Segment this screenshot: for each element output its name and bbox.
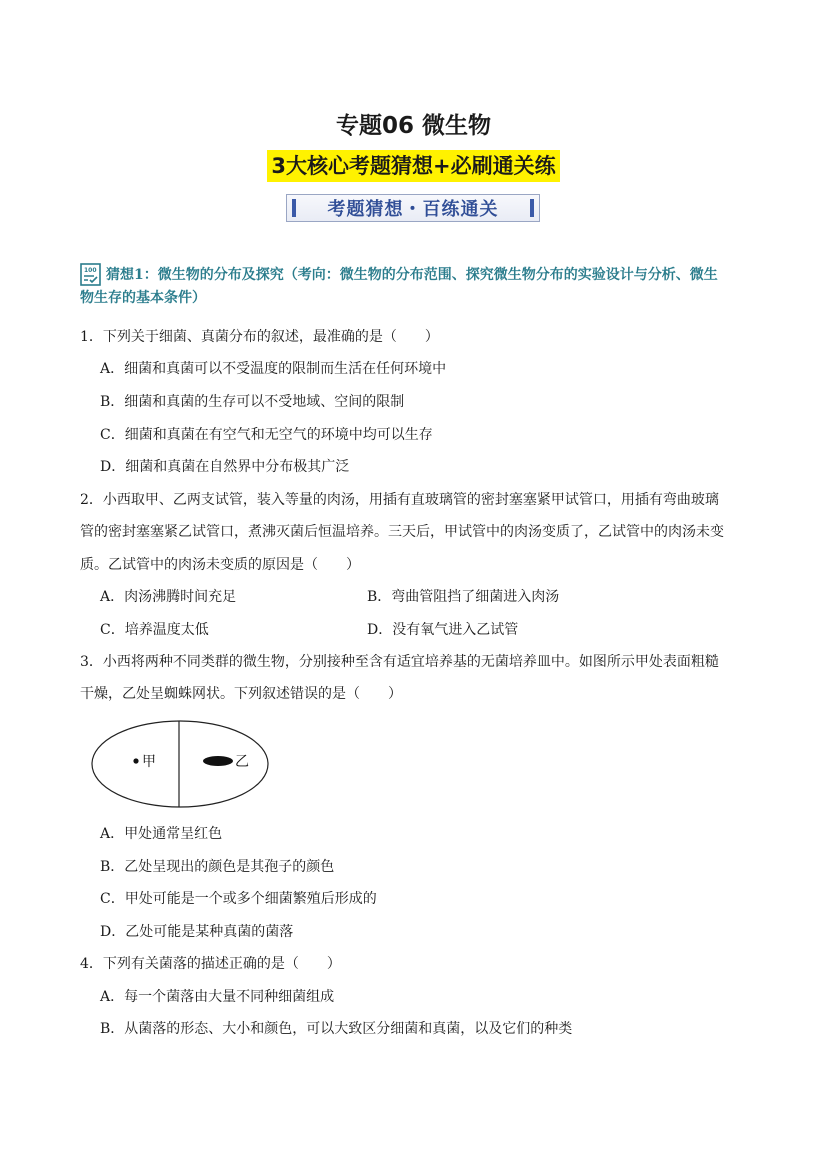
q2-option-a: A．肉汤沸腾时间充足 <box>100 589 237 605</box>
guess-heading <box>80 264 760 310</box>
q2-stem-line1: 2．小西取甲、乙两支试管，装入等量的肉汤，用插有直玻璃管的密封塞塞紧甲试管口，用插有弯曲玻璃 <box>80 492 719 508</box>
q1-option-b: B．细菌和真菌的生存可以不受地域、空间的限制 <box>100 394 405 410</box>
banner-label: 考题猜想・百练通关 <box>327 199 499 220</box>
label-jia: 甲 <box>142 754 156 770</box>
q4-option-b: B．从菌落的形态、大小和颜色，可以大致区分细菌和真菌，以及它们的种类 <box>100 1021 573 1037</box>
guess-heading-line1: 猜想1：微生物的分布及探究（考向：微生物的分布范围、探究微生物分布的实验设计与分析、微生 <box>106 267 718 283</box>
q4-option-a: A．每一个菌落由大量不同种细菌组成 <box>100 989 335 1005</box>
svg-text:100: 100 <box>84 267 97 274</box>
label-yi: 乙 <box>235 754 249 770</box>
colony-jia <box>133 758 138 763</box>
document-title: 专题06 微生物 <box>335 113 491 139</box>
q3-stem-line1: 3．小西将两种不同类群的微生物，分别接种至含有适宜培养基的无菌培养皿中。如图所示甲处表面粗糙 <box>80 654 719 670</box>
q2-option-c: C．培养温度太低 <box>100 622 209 638</box>
guess-heading-line2: 物生存的基本条件） <box>80 290 206 306</box>
q1-option-d: D．细菌和真菌在自然界中分布极其广泛 <box>100 459 350 475</box>
petri-dish-diagram <box>90 718 272 810</box>
q1-option-a: A．细菌和真菌可以不受温度的限制而生活在任何环境中 <box>100 361 447 377</box>
q3-option-c: C．甲处可能是一个或多个细菌繁殖后形成的 <box>100 891 377 907</box>
q3-option-d: D．乙处可能是某种真菌的菌落 <box>100 924 294 940</box>
q3-option-a: A．甲处通常呈红色 <box>100 826 223 842</box>
q1-option-c: C．细菌和真菌在有空气和无空气的环境中均可以生存 <box>100 427 433 443</box>
q2-stem-line2: 管的密封塞塞紧乙试管口，煮沸灭菌后恒温培养。三天后，甲试管中的肉汤变质了，乙试管中的肉汤未变 <box>80 524 724 540</box>
q2-option-d: D．没有氧气进入乙试管 <box>367 622 519 638</box>
colony-yi <box>203 756 233 766</box>
q3-option-b: B．乙处呈现出的颜色是其孢子的颜色 <box>100 859 335 875</box>
q1-stem: 1．下列关于细菌、真菌分布的叙述，最准确的是（ ） <box>80 329 439 345</box>
q3-stem-line2: 干燥，乙处呈蜘蛛网状。下列叙述错误的是（ ） <box>80 686 402 702</box>
q2-option-b: B．弯曲管阻挡了细菌进入肉汤 <box>367 589 560 605</box>
q4-stem: 4．下列有关菌落的描述正确的是（ ） <box>80 956 341 972</box>
document-subtitle: 3大核心考题猜想+必刷通关练 <box>267 150 559 182</box>
q2-stem-line3: 质。乙试管中的肉汤未变质的原因是（ ） <box>80 557 360 573</box>
section-banner <box>286 194 540 222</box>
